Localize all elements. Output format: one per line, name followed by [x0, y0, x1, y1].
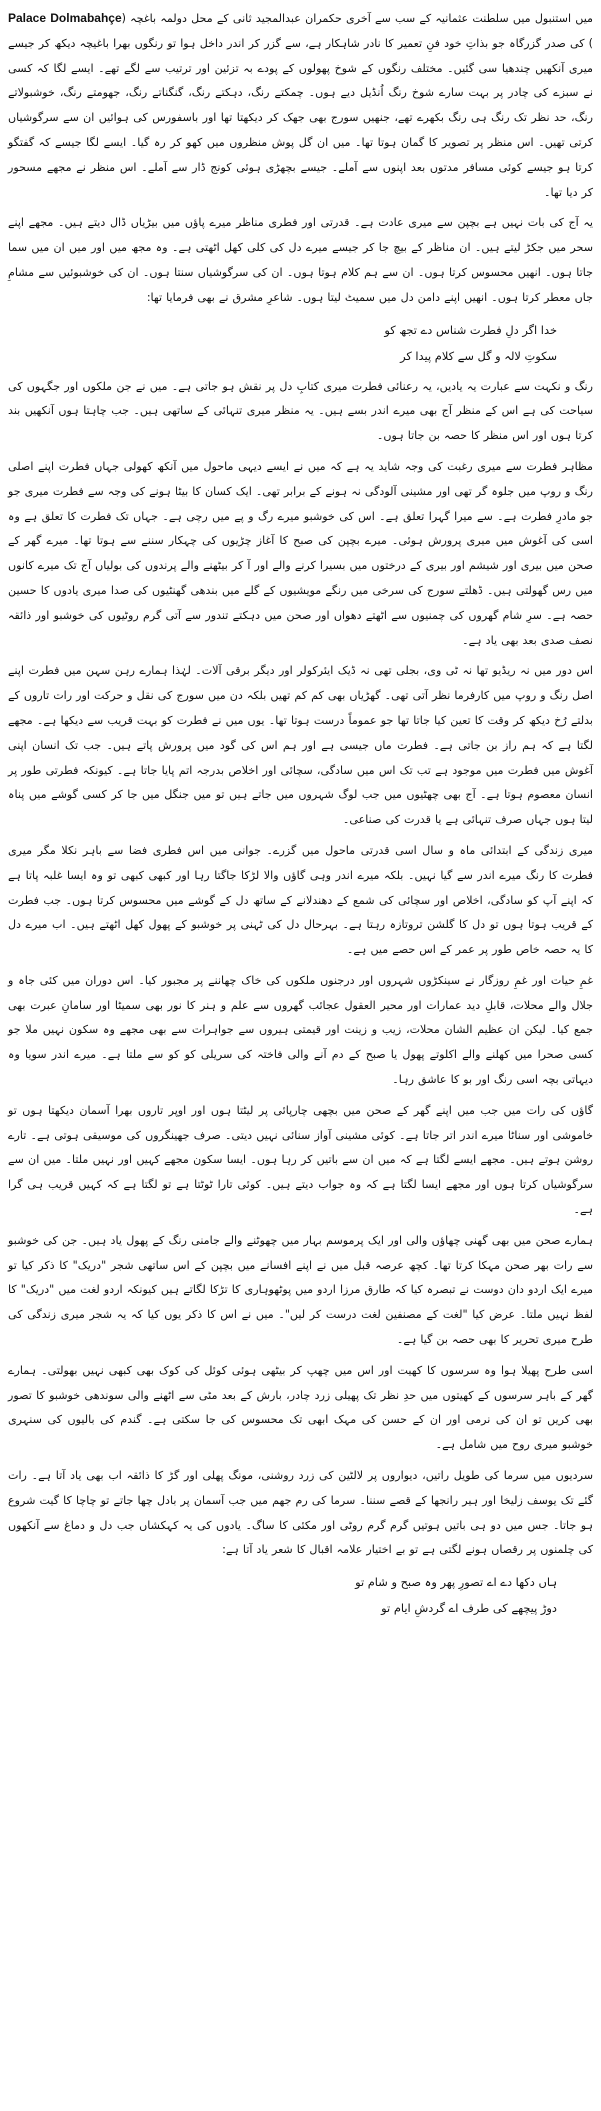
verse-2-line-2: دوڑ پیچھے کی طرف اے گردشِ ایام تو — [381, 1601, 557, 1616]
paragraph-7: غمِ حیات اور غمِ روزگار نے سینکڑوں شہروں اور درجنوں ملکوں کی خاک چھاننے پر مجبور کیا۔ اس دوران میں کئی جاہ و جلال والے محلات، قابلِ دید عمارات اور محیر العقول عجائب گھروں سے علم و ہنر کا نور بھی سمیٹا اور سامانِ عبرت بھی جمع کیا۔ لیکن ان عظیم الشان محلات، زیب و زینت اور قیمتی ہیروں سے جواہرات سے بھی مجھے وہ سکون نہیں ملا جو کسی صحرا میں کھلنے والے اکلوتے پھول یا صبح کے دم آنے والی فاختہ کی سریلی کو کو سے ملتا ہے۔ میرے اندر سویا وہ دیہاتی بچہ اسی رنگ اور بو کا عاشق رہا۔ — [8, 973, 593, 1087]
paragraph-2: یہ آج کی بات نہیں ہے بچپن سے میری عادت ہے۔ قدرتی اور فطری مناظر میرے پاؤں میں بیڑیاں ڈال دیتے ہیں۔ مجھے اپنے سحر میں جکڑ لیتے ہیں۔ ان مناظر کے بیچ جا کر جیسے میرے دل کی کلی کھل اٹھتی ہے۔ وہ مجھ میں اور میں ان میں سما جاتا ہوں۔ انھیں محسوس کرتا ہوں۔ ان سے ہم کلام ہوتا ہوں۔ ان کی سرگوشیاں سنتا ہوں۔ ان کی خوشبوئیں سے مشامِ جاں معطر کرتا ہوں۔ انھیں اپنے دامن دل میں سمیٹ لیتا ہوں۔ شاعرِ مشرق نے بھی فرمایا تھا: — [8, 216, 593, 304]
paragraph-6: میری زندگی کے ابتدائی ماہ و سال اسی قدرتی ماحول میں گزرے۔ جوانی میں اس فطری فضا سے باہر نکلا مگر میری فطرت کا رنگ میرے اندر سے گیا نہیں۔ بلکہ میرے اندر وہی گاؤں والا لڑکا جاگتا رہا اور کبھی کبھی تو وہ ایسا غلبہ پاتا ہے کہ اپنے آپ کو سادگی، اخلاص اور سچائی کی شمع کے دھندلانے کے ساتھ دل کے گوشے میں محسوس کرتا ہوں۔ جب فطرت کے قریب ہوتا ہوں تو دل کا گلشن تروتازہ رہتا ہے۔ بہرحال دل کی ٹہنی پر خوشبو کے پھول کھل اٹھتے ہیں۔ اب میرے دل کا یہ حصہ خاص طور پر عمر کے اس حصے میں ہے۔ — [8, 843, 593, 957]
verse-iqbal-1 — [8, 317, 593, 369]
paragraph-1 — [8, 6, 593, 205]
paragraph-1-body: ) کی صدر گزرگاہ جو بذاتِ خود فنِ تعمیر کا نادر شاہکار ہے، سے گزر کر اندر داخل ہوا تو رنگوں بھرا باغیچہ دیکھ کر جیسے میری آنکھیں چندھیا سی گئیں۔ مختلف رنگوں کے شوخ پھولوں کے پودے بہ تزئین اور ترتیب سے لگے تھے۔ ایسے لگا کہ کسی نے سبزے کی چادر پر بہت سارے شوخ رنگ اُنڈیل دیے ہوں۔ چمکتے رنگ، دہکتے رنگ، گنگناتے رنگ، جھومتے رنگ، خوشبولاتے رنگ، حد نظر تک رنگ ہی رنگ بکھرے تھے، جنھیں سورج بھی جھک کر دیکھتا تھا اور باسفورس کی ہوائیں ان سے سرگوشیاں کرتی تھیں۔ اس منظر پر تصویر کا گمان ہوتا تھا۔ میں ان گل پوش منظروں میں کھو کر رہ گیا۔ ایسے لگا جیسے کہ گفتگو کرتا ہو جیسے کوئی مسافر مدتوں بعد اپنوں سے آملے۔ جیسے بچھڑی ہوئی کونج ڈار سے آملے۔ اس منظر نے مجھے مسحور کر دیا تھا۔ — [8, 36, 593, 199]
palace-name-latin: Dolmabahçe — [50, 11, 122, 25]
paragraph-8: گاؤں کی رات میں جب میں اپنے گھر کے صحن میں بچھی چارپائی پر لیٹتا ہوں اور اوپر تاروں بھرا آسمان دیکھتا ہوں تو خاموشی اور سناٹا میرے اندر اتر جاتا ہے۔ کوئی مشینی آواز سنائی نہیں دیتی۔ صرف جھینگروں کی موسیقی ہوتی ہے۔ تارے روشن ہوتے ہیں۔ مجھے ایسے لگتا ہے کہ میں ان سے باتیں کر رہا ہوں۔ ایسا سکون مجھے کہیں اور نہیں ملتا۔ میں ان سے سرگوشیاں کرتا ہوں اور مجھے ایسا لگتا ہے کہ وہ جواب دیتے ہیں۔ کوئی تارا ٹوٹتا ہے تو لگتا ہے کہ کہیں قریب ہی گرا ہے۔ — [8, 1103, 593, 1217]
paragraph-9: ہمارے صحن میں بھی گھنی چھاؤں والی اور ایک پرموسم بہار میں چھوٹنے والے جامنی رنگ کے پھول یاد ہیں۔ جن کی خوشبو سے رات بھر صحن مہکا کرتا تھا۔ کچھ عرصہ قبل میں نے اپنے افسانے میں بچپن کے اس ساتھی شجر "دریک" کا ذکر کیا تو میرے ایک اردو دان دوست نے تبصرہ کیا کہ طارق مرزا اردو میں پوٹھوہاری کا تڑکا لگاتے ہیں کیونکہ اردو لغت میں "دریک" کا لفظ نہیں ملتا۔ عرض کیا "لغت کے مصنفین لغت درست کر لیں"۔ میں نے اس کا ذکر یوں کیا کہ یہ شجر میری زندگی کی طرح میری تحریر کا بھی حصہ بن گیا ہے۔ — [8, 1233, 593, 1347]
paragraph-10: اسی طرح پھیلا ہوا وہ سرسوں کا کھیت اور اس میں چھپ کر بیٹھی ہوئی کوئل کی کوک بھی کبھی نہیں بھولتی۔ ہمارے گھر کے باہر سرسوں کے کھیتوں میں حدِ نظر تک پھیلی زرد چادر، بارش کے بعد مٹی سے اٹھنے والی سوندھی خوشبو کا تصور بھی کریں تو ان کی نرمی اور ان کے حسن کی مہک ابھی تک محسوس کی جا سکتی ہے۔ گندم کی بالیوں کی سنہری خوشبو میری روح میں شامل ہے۔ — [8, 1363, 593, 1452]
paragraph-1-intro: میں استنبول میں سلطنت عثمانیہ کے سب سے آخری حکمران عبدالمجید ثانی کے محل دولمہ باغچہ ( — [121, 12, 593, 25]
paragraph-5: اس دور میں نہ ریڈیو تھا نہ ٹی وی، بجلی تھی نہ ڈیک ایئرکولر اور دیگر برقی آلات۔ لہٰذا ہمارے رہن سہن میں فطرت اپنے اصل رنگ و روپ میں کارفرما نظر آتی تھی۔ گھڑیاں بھی کم کم تھیں بلکہ دن میں سورج کی نقل و حرکت اور رات تاروں کے بدلتے رُخ دیکھ کر وقت کا تعین کیا جاتا تھا جو عموماً درست ہوتا تھا۔ یوں میں نے فطرت کو بہت قریب سے دیکھا ہے۔ مجھے لگتا ہے کہ ہم راز بن جاتی ہے۔ فطرت ماں جیسی ہے اور ہم اس کی گود میں پرورش پاتے ہیں۔ جب تک انسان اپنی آغوش میں فطرت میں موجود ہے تب تک اس میں سادگی، سچائی اور اخلاص بدرجہ اتم پایا جاتا ہے۔ کیونکہ فطرتی طور پر انسان معصوم ہوتا ہے۔ آج بھی چھٹیوں میں جب لوگ شہروں میں جاتے ہیں تو میں جنگل میں جا کر کسی گوشے میں پناہ لیتا ہوں جہاں صرف تنہائی ہے یا قدرت کی صناعی۔ — [8, 664, 593, 827]
palace-word-latin: Palace — [8, 11, 47, 25]
paragraph-11: سردیوں میں سرما کی طویل راتیں، دیواروں پر لالٹین کی زرد روشنی، مونگ پھلی اور گڑ کا ذائقہ اب بھی یاد آتا ہے۔ رات گئے تک یوسف زلیخا اور ہیر رانجھا کے قصے سننا۔ سرما کی رم جھم میں جب آسمان پر بادل چھا جاتے تو چاچا کا گیت شروع ہو جاتا۔ جس میں دو ہی باتیں ہوتیں گرم گرم روٹی اور مکئی کا ساگ۔ یادوں کی یہ کہکشاں جب دل و دماغ سے آنکھوں کی چلمنوں پر رقصاں ہونے لگتی ہے تو بے اختیار علامہ اقبال کا شعر یاد آتا ہے: — [8, 1469, 593, 1557]
paragraph-3: رنگ و نکہت سے عبارت یہ یادیں، یہ رعنائی فطرت میری کتابِ دل پر نقش ہو جاتی ہے۔ میں نے جن ملکوں اور جگہوں کی سیاحت کی ہے اس کے منظر آج بھی میرے اندر بسے ہیں۔ یہ منظر میری تنہائی کے ساتھی ہیں۔ جب چاہتا ہوں آنکھیں بند کرتا ہوں اور اس منظر کا حصہ بن جاتا ہوں۔ — [8, 379, 593, 443]
verse-iqbal-2 — [8, 1569, 593, 1621]
verse-1-line-1: خدا اگر دلِ فطرت شناس دے تجھ کو — [384, 322, 557, 337]
paragraph-4: مظاہر فطرت سے میری رغبت کی وجہ شاید یہ ہے کہ میں نے ایسے دیہی ماحول میں آنکھ کھولی جہاں فطرت اپنے اصلی رنگ و روپ میں جلوہ گر تھی اور مشینی آلودگی نہ ہونے کے برابر تھی۔ ایک کسان کا بیٹا ہونے کی وجہ سے فطرت میری جو جو مادرِ فطرت ہے۔ سے میرا گہرا تعلق ہے۔ اس کی خوشبو میرے رگ و پے میں رچی ہے۔ جہاں تک فطرت کا تعلق ہے وہ اسی کی آغوش میں میری پرورش ہوئی۔ میرے بچپن کی صبح کا آغاز چڑیوں کی چہکار سننے سے ہوتا تھا۔ میرے گھر کے صحن میں بیری اور شیشم اور بیری کے درختوں میں بسیرا کرنے والے اور آ کر بیٹھنے والے پرندوں کی بولیاں آج تک میرے کانوں میں رس گھولتی ہیں۔ ڈھلتے سورج کی سرخی میں رنگے مویشیوں کے گلے میں بندھی گھنٹیوں کی صدا میری یادوں کا حسین حصہ ہے۔ سرِ شام گھروں کی چمنیوں سے اٹھتے دھواں اور صحن میں دہکتے تندور سے آتی گرم روٹیوں کی خوشبو اور ذائقہ نصف صدی بعد بھی یاد ہے۔ — [8, 459, 593, 647]
verse-2-line-1: ہاں دکھا دے اے تصورِ پھر وہ صبح و شام تو — [355, 1575, 557, 1590]
verse-1-line-2: سکوتِ لالہ و گل سے کلام پیدا کر — [400, 348, 557, 363]
